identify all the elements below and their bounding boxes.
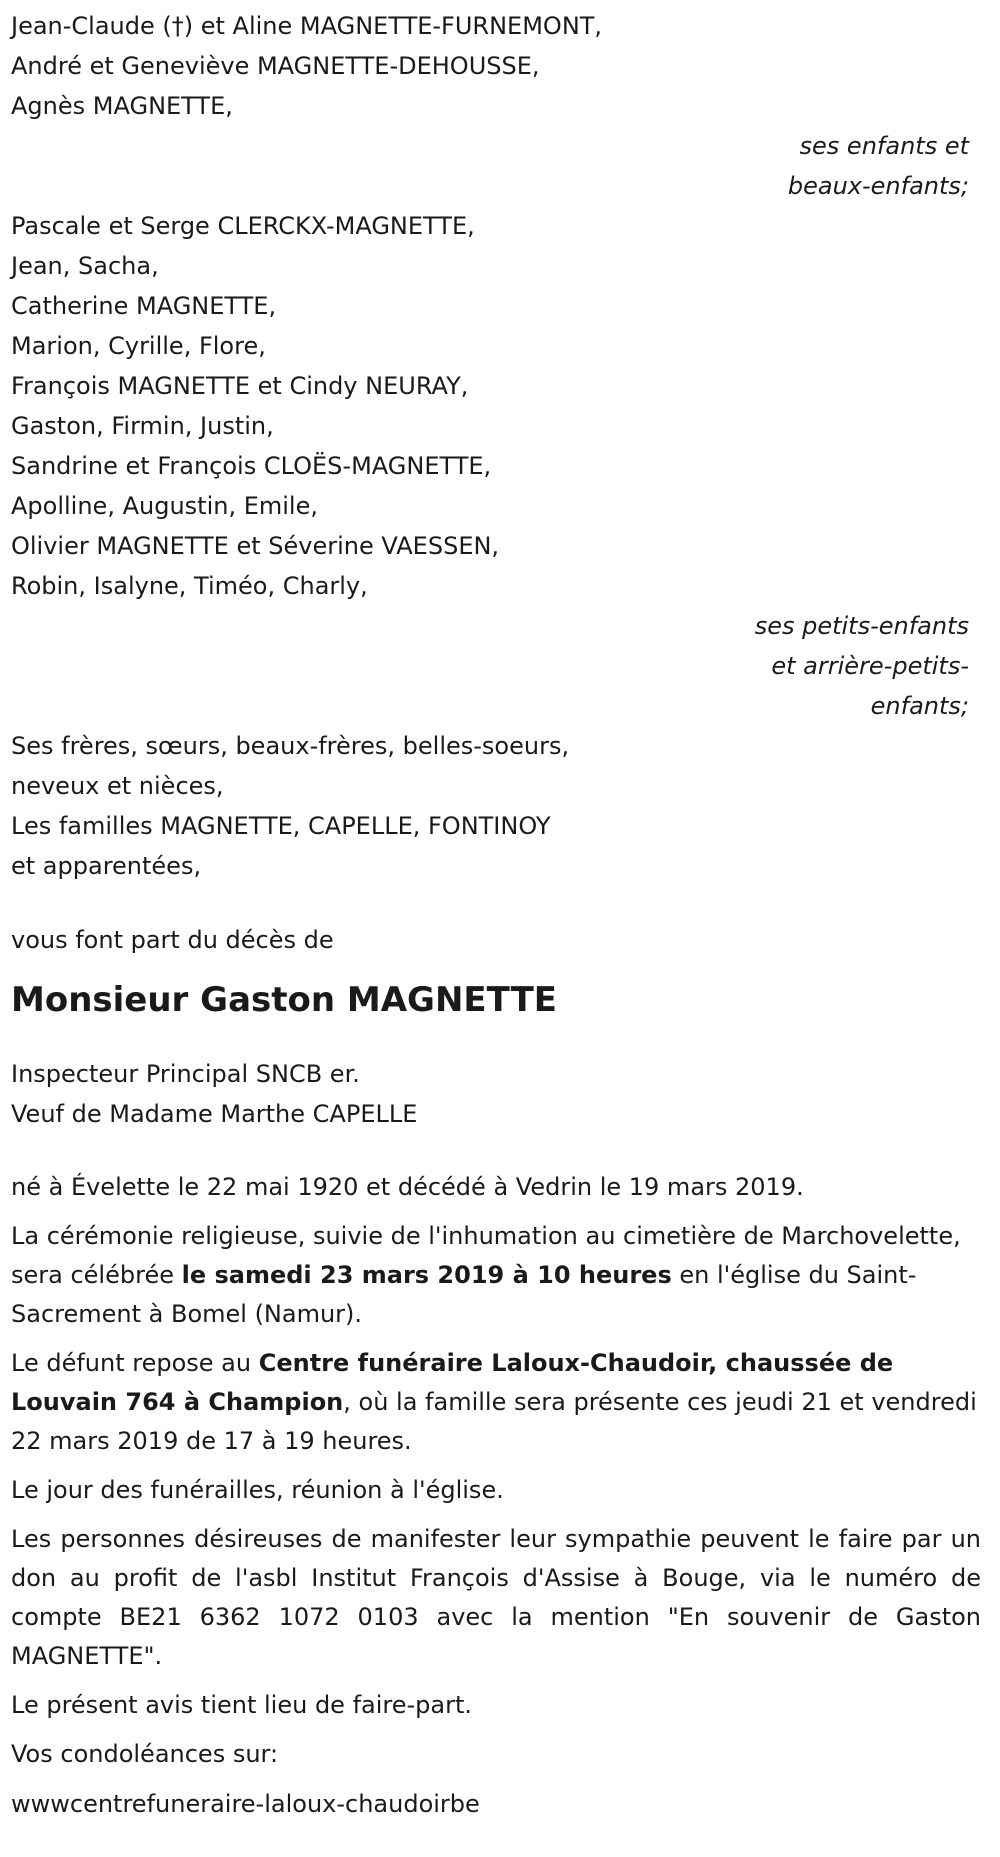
grandchildren-line: Marion, Cyrille, Flore, (11, 332, 266, 360)
grandchildren-line: Apolline, Augustin, Emile, (11, 492, 318, 520)
rest-location: Centre funéraire Laloux-Chaudoir, chaussée de Louvain 764 à Champion (11, 1349, 894, 1416)
grandchildren-line: Robin, Isalyne, Timéo, Charly, (11, 572, 368, 600)
grandchildren-line: Sandrine et François CLOËS-MAGNETTE, (11, 452, 492, 480)
children-line: André et Geneviève MAGNETTE-DEHOUSSE, (11, 52, 540, 80)
grandchildren-role-line: et arrière-petits- (771, 652, 969, 680)
grandchildren-list (11, 206, 983, 606)
children-role-line: beaux-enfants; (787, 172, 969, 200)
title-line: Veuf de Madame Marthe CAPELLE (11, 1100, 418, 1128)
ceremony-date: le samedi 23 mars 2019 à 10 heures (181, 1261, 672, 1289)
condolences-website-link[interactable]: wwwcentrefuneraire-laloux-chaudoirbe (11, 1790, 480, 1818)
deceased-titles (11, 1054, 983, 1134)
ceremony-paragraph (11, 1217, 981, 1334)
announcement-text: vous font part du décès de (11, 926, 334, 954)
deceased-name: Monsieur Gaston MAGNETTE (11, 980, 558, 1020)
rest-text: Le défunt repose au (11, 1349, 259, 1377)
grandchildren-line: Olivier MAGNETTE et Séverine VAESSEN, (11, 532, 500, 560)
grandchildren-role-line: ses petits-enfants (754, 612, 969, 640)
condolences-label: Vos condoléances sur: (11, 1740, 279, 1768)
title-line: Inspecteur Principal SNCB er. (11, 1060, 360, 1088)
ceremony-place: en l'église du Saint-Sacrement à Bomel (Namur). (11, 1261, 917, 1328)
ceremony-text: La cérémonie religieuse, suivie de l'inhumation au cimetière de Marchovelette, sera célébrée (11, 1222, 961, 1289)
children-line: Agnès MAGNETTE, (11, 92, 233, 120)
family-line: neveux et nièces, (11, 772, 224, 800)
grandchildren-line: Jean, Sacha, (11, 252, 159, 280)
family-line: et apparentées, (11, 852, 202, 880)
rest-hours: , où la famille sera présente ces jeudi 21 et vendredi 22 mars 2019 de 17 à 19 heures. (11, 1388, 977, 1455)
announcement (11, 920, 983, 960)
grandchildren-line: François MAGNETTE et Cindy NEURAY, (11, 372, 469, 400)
rest-paragraph (11, 1344, 981, 1461)
family-line: Les familles MAGNETTE, CAPELLE, FONTINOY (11, 812, 551, 840)
donation-paragraph: Les personnes désireuses de manifester leur sympathie peuvent le faire par un don au profit de l'asbl Institut François d'Assise à Bouge, via le numéro de compte BE21 6362 1072 0103 avec la mention "En souvenir de Gaston MAGNETTE". (11, 1525, 981, 1670)
grandchildren-line: Gaston, Firmin, Justin, (11, 412, 274, 440)
grandchildren-line: Pascale et Serge CLERCKX-MAGNETTE, (11, 212, 475, 240)
children-line: Jean-Claude (†) et Aline MAGNETTE-FURNEMONT, (11, 12, 603, 40)
family-line: Ses frères, sœurs, beaux-frères, belles-soeurs, (11, 732, 570, 760)
family-list (11, 726, 983, 886)
grandchildren-role-line: enfants; (870, 692, 969, 720)
grandchildren-role (11, 606, 983, 726)
birth-death: né à Évelette le 22 mai 1920 et décédé à Vedrin le 19 mars 2019. (11, 1173, 804, 1201)
notice-paragraph: Le présent avis tient lieu de faire-part. (11, 1691, 473, 1719)
children-list (11, 6, 983, 126)
children-role (11, 126, 983, 206)
children-role-line: ses enfants et (799, 132, 969, 160)
grandchildren-line: Catherine MAGNETTE, (11, 292, 277, 320)
meeting-paragraph: Le jour des funérailles, réunion à l'église. (11, 1476, 504, 1504)
